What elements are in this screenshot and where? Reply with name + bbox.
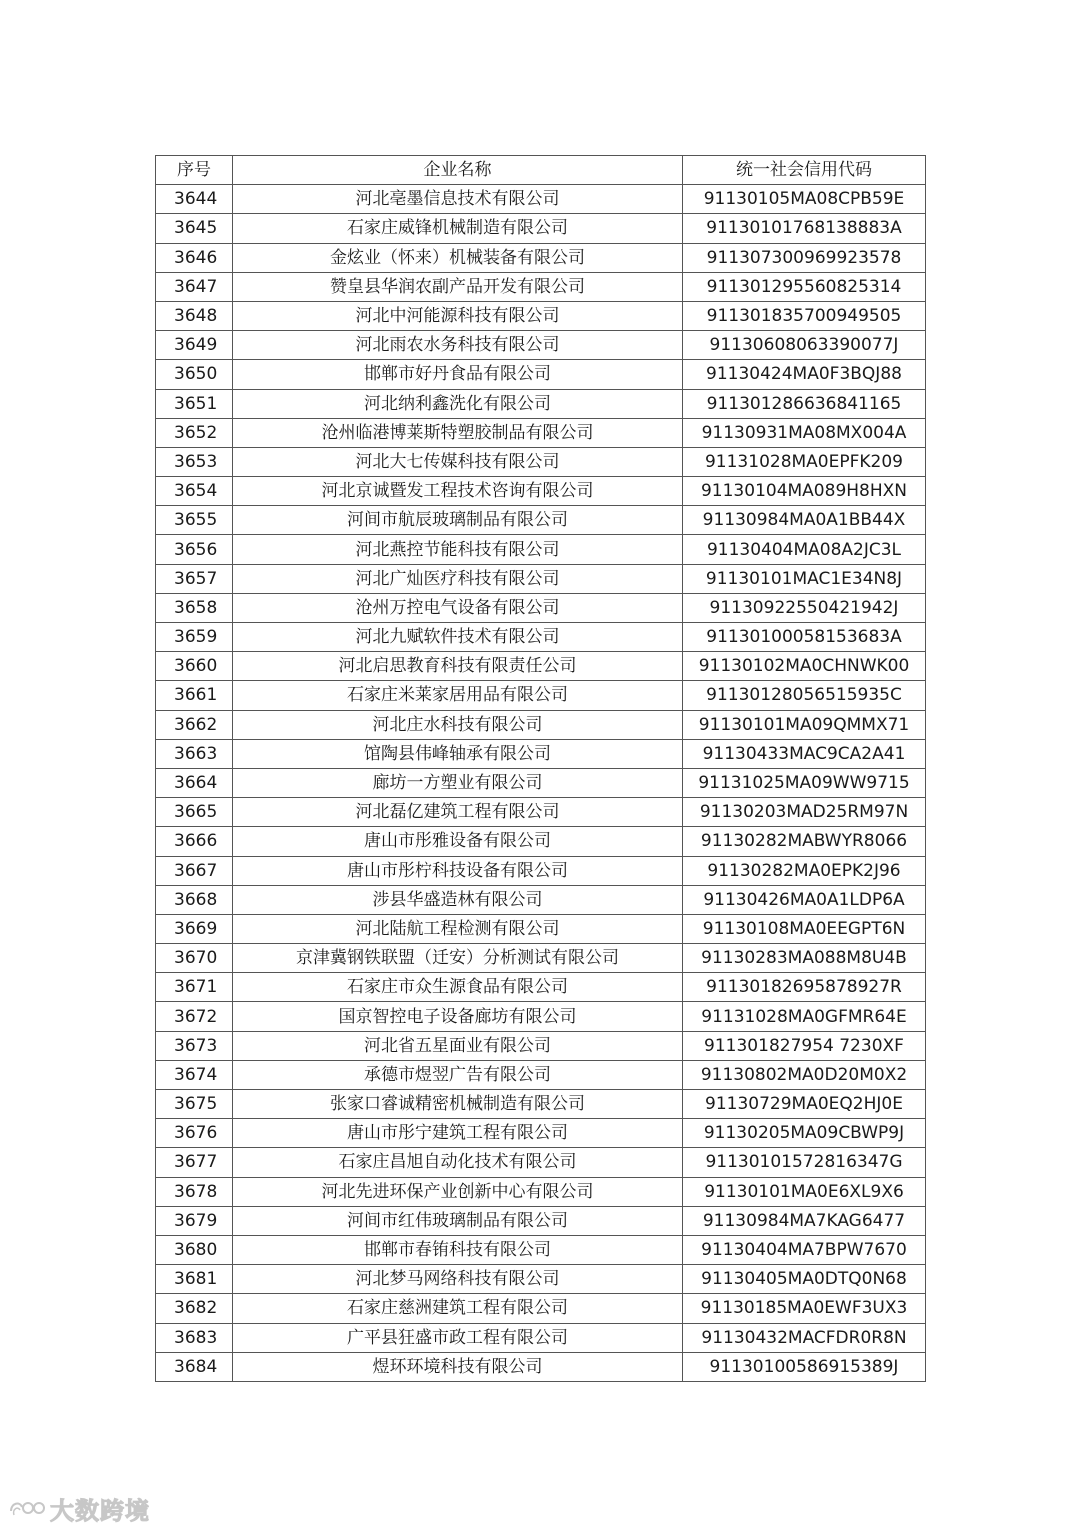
row-seq: 3681: [156, 1265, 233, 1294]
table-row: [156, 1002, 926, 1031]
row-credit-code: 91130608063390077J: [683, 331, 926, 360]
row-seq: 3675: [156, 1090, 233, 1119]
table-row: [156, 652, 926, 681]
header-credit-code: 统一社会信用代码: [683, 156, 926, 185]
row-seq: 3655: [156, 506, 233, 535]
table-row: [156, 885, 926, 914]
row-credit-code: 91130931MA08MX004A: [683, 418, 926, 447]
table-row: [156, 1177, 926, 1206]
table-row: [156, 681, 926, 710]
table-row: [156, 1352, 926, 1381]
row-credit-code: 91130101MA09QMMX71: [683, 710, 926, 739]
row-company-name: 河北京诚暨发工程技术咨询有限公司: [233, 477, 683, 506]
row-company-name: 河北中河能源科技有限公司: [233, 301, 683, 330]
row-credit-code: 91130205MA09CBWP9J: [683, 1119, 926, 1148]
row-credit-code: 91130104MA089H8HXN: [683, 477, 926, 506]
row-company-name: 河北陆航工程检测有限公司: [233, 914, 683, 943]
table-row: [156, 506, 926, 535]
table-row: [156, 1235, 926, 1264]
row-credit-code: 91130922550421942J: [683, 593, 926, 622]
row-company-name: 唐山市彤柠科技设备有限公司: [233, 856, 683, 885]
row-seq: 3670: [156, 944, 233, 973]
row-seq: 3659: [156, 623, 233, 652]
row-credit-code: 91130203MAD25RM97N: [683, 798, 926, 827]
row-seq: 3647: [156, 272, 233, 301]
row-seq: 3645: [156, 214, 233, 243]
row-credit-code: 91130100586915389J: [683, 1352, 926, 1381]
row-credit-code: 91130426MA0A1LDP6A: [683, 885, 926, 914]
row-company-name: 邯郸市春铕科技有限公司: [233, 1235, 683, 1264]
table-row: [156, 1090, 926, 1119]
table-row: [156, 1060, 926, 1089]
row-credit-code: 911307300969923578: [683, 243, 926, 272]
table-row: [156, 418, 926, 447]
row-credit-code: 91131028MA0EPFK209: [683, 447, 926, 476]
table-row: [156, 301, 926, 330]
row-company-name: 石家庄市众生源食品有限公司: [233, 973, 683, 1002]
row-seq: 3654: [156, 477, 233, 506]
table-row: [156, 389, 926, 418]
row-seq: 3653: [156, 447, 233, 476]
row-company-name: 馆陶县伟峰轴承有限公司: [233, 739, 683, 768]
row-credit-code: 91130128056515935C: [683, 681, 926, 710]
row-credit-code: 91130100058153683A: [683, 623, 926, 652]
table-row: [156, 914, 926, 943]
row-company-name: 沧州临港博莱斯特塑胶制品有限公司: [233, 418, 683, 447]
row-company-name: 沧州万控电气设备有限公司: [233, 593, 683, 622]
row-credit-code: 91130101MAC1E34N8J: [683, 564, 926, 593]
table-row: [156, 856, 926, 885]
row-seq: 3644: [156, 185, 233, 214]
row-credit-code: 91130282MA0EPK2J96: [683, 856, 926, 885]
row-company-name: 河北纳利鑫洗化有限公司: [233, 389, 683, 418]
row-seq: 3660: [156, 652, 233, 681]
row-credit-code: 91130405MA0DTQ0N68: [683, 1265, 926, 1294]
row-credit-code: 91130101MA0E6XL9X6: [683, 1177, 926, 1206]
row-credit-code: 91130282MABWYR8066: [683, 827, 926, 856]
row-credit-code: 91130424MA0F3BQJ88: [683, 360, 926, 389]
row-company-name: 广平县狂盛市政工程有限公司: [233, 1323, 683, 1352]
table-row: [156, 1031, 926, 1060]
row-seq: 3646: [156, 243, 233, 272]
row-credit-code: 91130432MACFDR0R8N: [683, 1323, 926, 1352]
row-seq: 3671: [156, 973, 233, 1002]
table-row: [156, 243, 926, 272]
row-company-name: 河北广灿医疗科技有限公司: [233, 564, 683, 593]
table-row: [156, 1294, 926, 1323]
row-seq: 3652: [156, 418, 233, 447]
row-credit-code: 91130404MA7BPW7670: [683, 1235, 926, 1264]
row-company-name: 河间市红伟玻璃制品有限公司: [233, 1206, 683, 1235]
row-credit-code: 91130182695878927R: [683, 973, 926, 1002]
row-seq: 3676: [156, 1119, 233, 1148]
row-seq: 3684: [156, 1352, 233, 1381]
row-company-name: 廊坊一方塑业有限公司: [233, 768, 683, 797]
table-row: [156, 973, 926, 1002]
table-row: [156, 331, 926, 360]
table-row: [156, 1119, 926, 1148]
row-company-name: 河北燕控节能科技有限公司: [233, 535, 683, 564]
row-company-name: 张家口睿诚精密机械制造有限公司: [233, 1090, 683, 1119]
row-seq: 3664: [156, 768, 233, 797]
header-company-name: 企业名称: [233, 156, 683, 185]
table-row: [156, 768, 926, 797]
row-seq: 3662: [156, 710, 233, 739]
row-credit-code: 91130729MA0EQ2HJ0E: [683, 1090, 926, 1119]
row-credit-code: 91130984MA0A1BB44X: [683, 506, 926, 535]
row-company-name: 煜环环境科技有限公司: [233, 1352, 683, 1381]
row-credit-code: 911301295560825314: [683, 272, 926, 301]
row-seq: 3648: [156, 301, 233, 330]
row-company-name: 河北先进环保产业创新中心有限公司: [233, 1177, 683, 1206]
row-company-name: 河北省五星面业有限公司: [233, 1031, 683, 1060]
row-company-name: 承德市煜翌广告有限公司: [233, 1060, 683, 1089]
row-seq: 3650: [156, 360, 233, 389]
header-seq: 序号: [156, 156, 233, 185]
table-row: [156, 1323, 926, 1352]
row-company-name: 国京智控电子设备廊坊有限公司: [233, 1002, 683, 1031]
table-row: [156, 477, 926, 506]
row-seq: 3668: [156, 885, 233, 914]
row-company-name: 京津冀钢铁联盟（迁安）分析测试有限公司: [233, 944, 683, 973]
row-seq: 3682: [156, 1294, 233, 1323]
row-company-name: 涉县华盛造林有限公司: [233, 885, 683, 914]
row-seq: 3658: [156, 593, 233, 622]
row-credit-code: 91130101572816347G: [683, 1148, 926, 1177]
table-row: [156, 214, 926, 243]
table-row: [156, 535, 926, 564]
row-seq: 3667: [156, 856, 233, 885]
row-company-name: 赞皇县华润农副产品开发有限公司: [233, 272, 683, 301]
table-row: [156, 1206, 926, 1235]
row-seq: 3669: [156, 914, 233, 943]
table-row: [156, 360, 926, 389]
row-seq: 3679: [156, 1206, 233, 1235]
row-company-name: 石家庄昌旭自动化技术有限公司: [233, 1148, 683, 1177]
brand-logo-icon: [8, 1497, 46, 1521]
row-seq: 3665: [156, 798, 233, 827]
row-credit-code: 91130404MA08A2JC3L: [683, 535, 926, 564]
row-seq: 3651: [156, 389, 233, 418]
row-company-name: 河北启思教育科技有限责任公司: [233, 652, 683, 681]
row-credit-code: 91130283MA088M8U4B: [683, 944, 926, 973]
row-company-name: 河北庄水科技有限公司: [233, 710, 683, 739]
watermark: [8, 1491, 150, 1526]
row-credit-code: 911301827954 7230XF: [683, 1031, 926, 1060]
row-company-name: 唐山市彤雅设备有限公司: [233, 827, 683, 856]
row-seq: 3657: [156, 564, 233, 593]
row-seq: 3649: [156, 331, 233, 360]
row-seq: 3663: [156, 739, 233, 768]
table-row: [156, 798, 926, 827]
table-body: [156, 185, 926, 1382]
row-credit-code: 91130433MAC9CA2A41: [683, 739, 926, 768]
row-company-name: 金炫业（怀来）机械装备有限公司: [233, 243, 683, 272]
row-company-name: 邯郸市好丹食品有限公司: [233, 360, 683, 389]
row-company-name: 石家庄米莱家居用品有限公司: [233, 681, 683, 710]
row-company-name: 河北大七传媒科技有限公司: [233, 447, 683, 476]
company-table: [155, 155, 926, 1382]
table-row: [156, 272, 926, 301]
row-seq: 3683: [156, 1323, 233, 1352]
row-seq: 3672: [156, 1002, 233, 1031]
row-company-name: 河间市航辰玻璃制品有限公司: [233, 506, 683, 535]
row-credit-code: 911301835700949505: [683, 301, 926, 330]
row-credit-code: 91130105MA08CPB59E: [683, 185, 926, 214]
row-seq: 3656: [156, 535, 233, 564]
table-row: [156, 827, 926, 856]
table-row: [156, 710, 926, 739]
table-header-row: [156, 156, 926, 185]
row-credit-code: 91130984MA7KAG6477: [683, 1206, 926, 1235]
table-row: [156, 593, 926, 622]
row-seq: 3677: [156, 1148, 233, 1177]
row-credit-code: 91131025MA09WW9715: [683, 768, 926, 797]
table-row: [156, 739, 926, 768]
row-company-name: 唐山市彤宁建筑工程有限公司: [233, 1119, 683, 1148]
watermark-text: 大数跨境: [50, 1497, 150, 1525]
row-credit-code: 91130102MA0CHNWK00: [683, 652, 926, 681]
row-seq: 3661: [156, 681, 233, 710]
table-row: [156, 185, 926, 214]
table-row: [156, 447, 926, 476]
row-company-name: 石家庄慈洲建筑工程有限公司: [233, 1294, 683, 1323]
row-company-name: 河北梦马网络科技有限公司: [233, 1265, 683, 1294]
row-company-name: 石家庄威锋机械制造有限公司: [233, 214, 683, 243]
row-credit-code: 91130802MA0D20M0X2: [683, 1060, 926, 1089]
row-credit-code: 91131028MA0GFMR64E: [683, 1002, 926, 1031]
table-row: [156, 564, 926, 593]
table-row: [156, 1265, 926, 1294]
row-seq: 3678: [156, 1177, 233, 1206]
row-company-name: 河北九赋软件技术有限公司: [233, 623, 683, 652]
row-company-name: 河北雨农水务科技有限公司: [233, 331, 683, 360]
table-row: [156, 1148, 926, 1177]
row-seq: 3674: [156, 1060, 233, 1089]
row-credit-code: 91130108MA0EEGPT6N: [683, 914, 926, 943]
row-credit-code: 911301286636841165: [683, 389, 926, 418]
row-seq: 3673: [156, 1031, 233, 1060]
table-row: [156, 623, 926, 652]
row-seq: 3666: [156, 827, 233, 856]
row-company-name: 河北亳墨信息技术有限公司: [233, 185, 683, 214]
row-seq: 3680: [156, 1235, 233, 1264]
table-row: [156, 944, 926, 973]
row-company-name: 河北磊亿建筑工程有限公司: [233, 798, 683, 827]
row-credit-code: 91130185MA0EWF3UX3: [683, 1294, 926, 1323]
row-credit-code: 91130101768138883A: [683, 214, 926, 243]
